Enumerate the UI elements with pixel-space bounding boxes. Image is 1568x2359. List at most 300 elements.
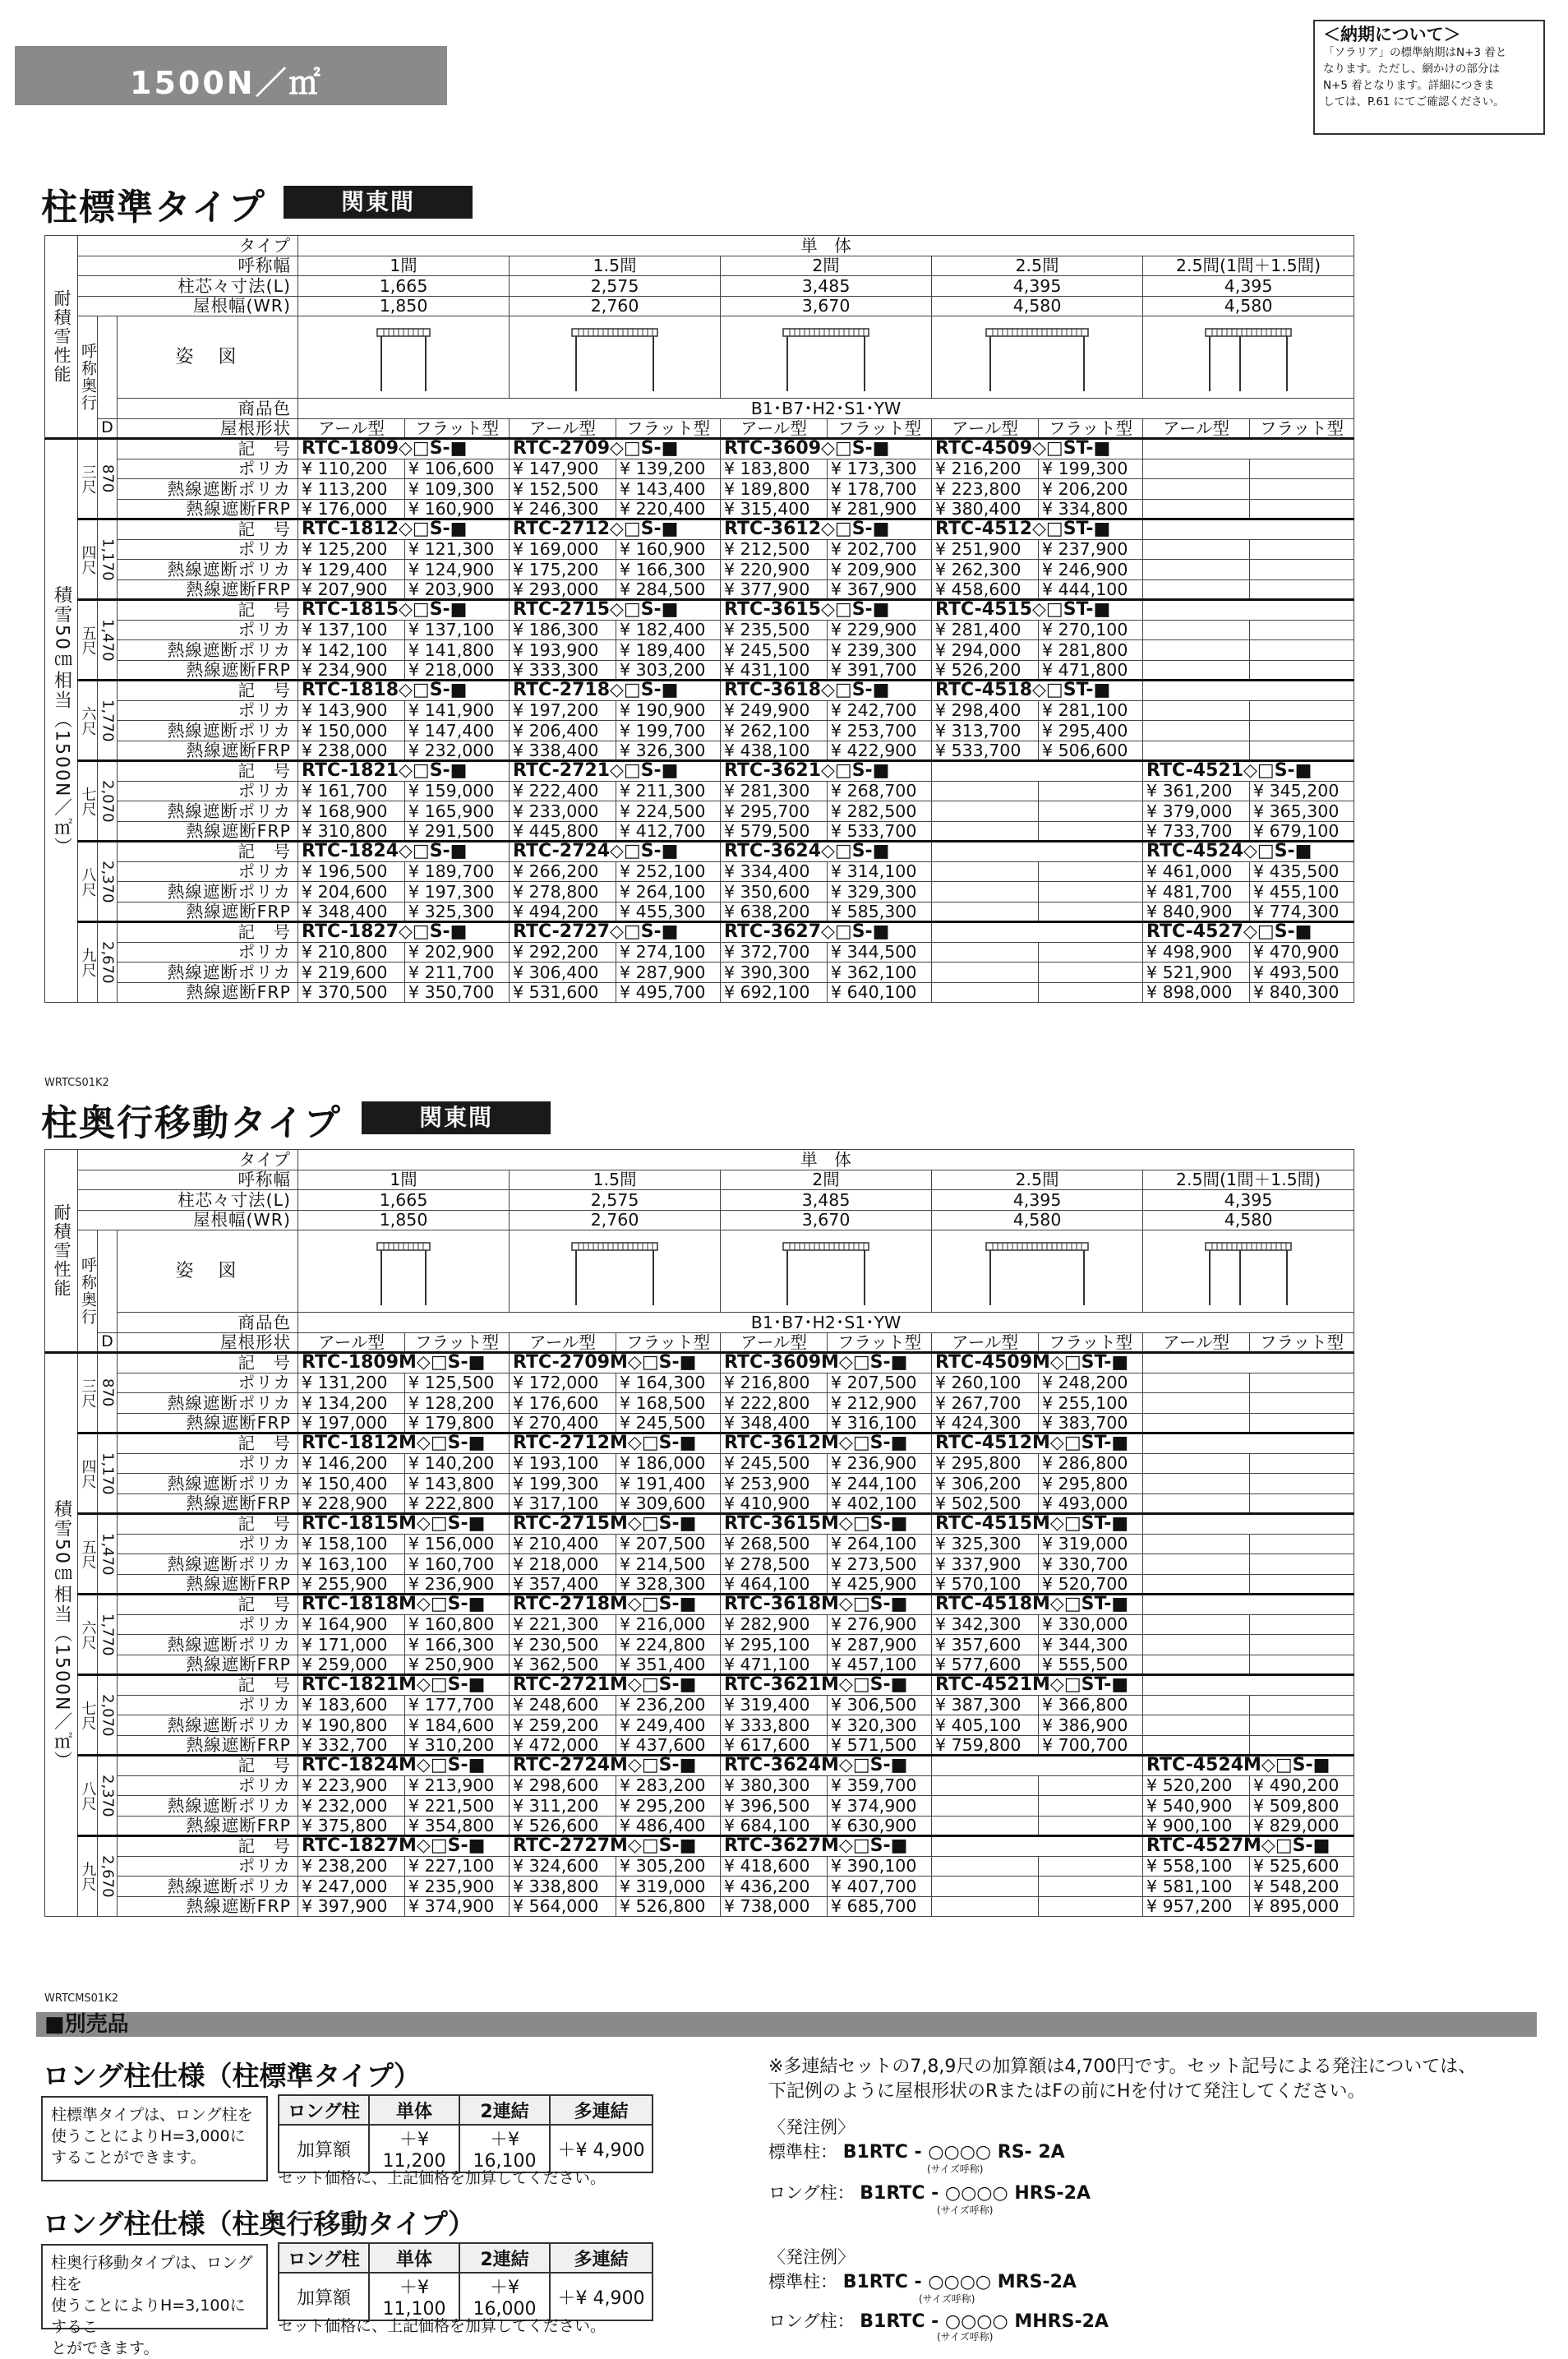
model-code: RTC-3609◇□S-■ bbox=[721, 439, 932, 459]
price-cell bbox=[1250, 539, 1354, 560]
price-cell: ¥ 319,000 bbox=[616, 1877, 721, 1897]
price-cell: ¥ 106,600 bbox=[405, 459, 510, 479]
price-cell: ¥ 470,900 bbox=[1250, 942, 1354, 963]
price-cell bbox=[1039, 982, 1143, 1003]
price-cell: ¥ 228,900 bbox=[298, 1493, 405, 1514]
price-cell: ¥ 156,000 bbox=[405, 1534, 510, 1554]
price-cell bbox=[1250, 1534, 1354, 1554]
model-code: RTC-3618◇□S-■ bbox=[721, 681, 932, 701]
price-cell: ¥ 169,000 bbox=[510, 539, 616, 560]
price-cell bbox=[932, 963, 1039, 983]
section-tag: 関東間 bbox=[284, 186, 473, 219]
price-cell: ¥ 189,700 bbox=[405, 861, 510, 882]
price-cell: ¥ 520,200 bbox=[1143, 1775, 1250, 1796]
size-label: (サイズ呼称) bbox=[937, 2331, 994, 2343]
notice-line: 「ソラリア」の標準納期はN+3 着と bbox=[1323, 46, 1507, 59]
price-cell bbox=[932, 1856, 1039, 1877]
price-cell: ¥ 438,100 bbox=[721, 741, 828, 761]
pitch-value: 2,575 bbox=[510, 1190, 721, 1211]
price-cell: ¥ 190,800 bbox=[298, 1715, 405, 1736]
price-cell: ¥ 509,800 bbox=[1250, 1796, 1354, 1817]
model-code: RTC-3618M◇□S-■ bbox=[721, 1595, 932, 1615]
model-code: RTC-3624M◇□S-■ bbox=[721, 1756, 932, 1776]
price-cell bbox=[1039, 902, 1143, 922]
long-pole-price-table-2: ロング柱 単体 2連結 多連結 加算額 ＋¥ 11,100 ＋¥ 16,000 ＋¥ 4,900 bbox=[278, 2242, 653, 2321]
price-cell: ¥ 334,400 bbox=[721, 861, 828, 882]
price-cell: ¥ 310,800 bbox=[298, 821, 405, 842]
price-cell bbox=[932, 1775, 1039, 1796]
price-cell bbox=[1143, 1614, 1250, 1635]
material-label: 熱線遮断FRP bbox=[118, 982, 298, 1003]
price-cell: ¥ 166,300 bbox=[616, 560, 721, 580]
price-cell: ¥ 172,000 bbox=[510, 1373, 616, 1393]
price-cell: ¥ 284,500 bbox=[616, 579, 721, 600]
price-cell bbox=[1143, 579, 1250, 600]
price-cell: ¥ 291,500 bbox=[405, 821, 510, 842]
label-single: 単 体 bbox=[298, 236, 1354, 256]
price-cell: ¥ 405,100 bbox=[932, 1715, 1039, 1736]
material-label: ポリカ bbox=[118, 861, 298, 882]
shape-ar: アール型 bbox=[510, 1332, 616, 1353]
price-cell: ¥ 733,700 bbox=[1143, 821, 1250, 842]
price-cell bbox=[1143, 640, 1250, 661]
price-cell: ¥ 521,900 bbox=[1143, 963, 1250, 983]
rank-depth: 1,470 bbox=[98, 1514, 118, 1595]
price-cell: ¥ 380,400 bbox=[932, 499, 1039, 519]
price-cell: ¥ 840,300 bbox=[1250, 982, 1354, 1003]
price-cell bbox=[1039, 1775, 1143, 1796]
shape-flat: フラット型 bbox=[828, 418, 932, 439]
model-code bbox=[932, 1756, 1143, 1776]
rank-depth: 2,370 bbox=[98, 842, 118, 922]
price-cell: ¥ 232,000 bbox=[298, 1796, 405, 1817]
price-cell: ¥ 493,500 bbox=[1250, 963, 1354, 983]
price-cell: ¥ 692,100 bbox=[721, 982, 828, 1003]
price-cell: ¥ 161,700 bbox=[298, 781, 405, 801]
model-code: RTC-1812◇□S-■ bbox=[298, 519, 510, 540]
width-name: 2.5間 bbox=[932, 256, 1143, 276]
price-cell: ¥ 366,800 bbox=[1039, 1695, 1143, 1715]
price-cell: ¥ 227,100 bbox=[405, 1856, 510, 1877]
model-code: RTC-4527◇□S-■ bbox=[1143, 922, 1354, 943]
price-cell: ¥ 435,500 bbox=[1250, 861, 1354, 882]
price-cell: ¥ 222,800 bbox=[721, 1393, 828, 1414]
pitch-value: 3,485 bbox=[721, 1190, 932, 1211]
price-cell: ¥ 338,400 bbox=[510, 741, 616, 761]
price-cell: ¥ 196,500 bbox=[298, 861, 405, 882]
price-cell: ¥ 526,600 bbox=[510, 1816, 616, 1836]
rank-depth: 2,670 bbox=[98, 1836, 118, 1917]
pitch-value: 2,575 bbox=[510, 276, 721, 297]
price-cell: ¥ 131,200 bbox=[298, 1373, 405, 1393]
price-cell bbox=[1250, 479, 1354, 500]
order-example-long: ロング柱： B1RTC - ○○○○ MHRS-2A bbox=[768, 2311, 1109, 2332]
price-cell: ¥ 412,700 bbox=[616, 821, 721, 842]
price-cell: ¥ 345,200 bbox=[1250, 781, 1354, 801]
price-cell: ¥ 348,400 bbox=[721, 1413, 828, 1433]
price-cell bbox=[1250, 640, 1354, 661]
price-cell: ¥ 471,100 bbox=[721, 1655, 828, 1675]
rank-shaku: 七尺 bbox=[78, 1675, 98, 1756]
price-cell: ¥ 330,000 bbox=[1039, 1614, 1143, 1635]
price-cell: ¥ 397,900 bbox=[298, 1896, 405, 1917]
price-cell bbox=[1039, 821, 1143, 842]
price-cell: ¥ 344,300 bbox=[1039, 1635, 1143, 1655]
price-cell bbox=[932, 801, 1039, 822]
price-cell: ¥ 252,100 bbox=[616, 861, 721, 882]
price-cell: ¥ 273,500 bbox=[828, 1554, 932, 1575]
model-code: RTC-4515M◇□ST-■ bbox=[932, 1514, 1143, 1535]
price-cell bbox=[1250, 1413, 1354, 1433]
price-cell bbox=[1250, 1474, 1354, 1494]
price-cell: ¥ 236,900 bbox=[405, 1574, 510, 1595]
label-figure: 姿 図 bbox=[118, 316, 298, 399]
price-cell: ¥ 239,300 bbox=[828, 640, 932, 661]
price-cell: ¥ 147,900 bbox=[510, 459, 616, 479]
rank-depth: 1,170 bbox=[98, 519, 118, 600]
width-name: 2間 bbox=[721, 1170, 932, 1190]
price-cell: ¥ 266,200 bbox=[510, 861, 616, 882]
price-cell: ¥ 309,600 bbox=[616, 1493, 721, 1514]
price-cell: ¥ 315,400 bbox=[721, 499, 828, 519]
order-example-std: 標準柱： B1RTC - ○○○○ RS- 2A bbox=[768, 2142, 1065, 2163]
price-cell: ¥ 173,300 bbox=[828, 459, 932, 479]
price-cell bbox=[932, 942, 1039, 963]
long-pole-note-2: セット価格に、上記価格を加算してください。 bbox=[278, 2317, 606, 2335]
model-code: RTC-1818M◇□S-■ bbox=[298, 1595, 510, 1615]
material-label: ポリカ bbox=[118, 1856, 298, 1877]
price-cell: ¥ 245,500 bbox=[616, 1413, 721, 1433]
options-heading: ■別売品 bbox=[36, 2012, 1537, 2037]
model-code: RTC-1827M◇□S-■ bbox=[298, 1836, 510, 1857]
label-taiseki: 耐積雪性能 bbox=[45, 236, 78, 439]
price-cell bbox=[932, 861, 1039, 882]
model-code: RTC-3627◇□S-■ bbox=[721, 922, 932, 943]
price-cell: ¥ 326,300 bbox=[616, 741, 721, 761]
price-cell: ¥ 202,900 bbox=[405, 942, 510, 963]
price-cell: ¥ 338,800 bbox=[510, 1877, 616, 1897]
price-cell: ¥ 391,700 bbox=[828, 660, 932, 681]
model-code: RTC-2712◇□S-■ bbox=[510, 519, 721, 540]
price-cell: ¥ 216,000 bbox=[616, 1614, 721, 1635]
material-label: 熱線遮断ポリカ bbox=[118, 801, 298, 822]
price-cell: ¥ 230,500 bbox=[510, 1635, 616, 1655]
price-cell: ¥ 295,100 bbox=[721, 1635, 828, 1655]
model-code bbox=[1143, 1514, 1354, 1535]
price-cell: ¥ 367,900 bbox=[828, 579, 932, 600]
price-cell bbox=[1250, 579, 1354, 600]
price-cell: ¥ 197,200 bbox=[510, 700, 616, 721]
price-cell bbox=[1143, 700, 1250, 721]
price-cell: ¥ 359,700 bbox=[828, 1775, 932, 1796]
price-cell: ¥ 295,200 bbox=[616, 1796, 721, 1817]
price-cell: ¥ 287,900 bbox=[828, 1635, 932, 1655]
price-cell: ¥ 166,300 bbox=[405, 1635, 510, 1655]
price-cell bbox=[1143, 1474, 1250, 1494]
pitch-value: 4,395 bbox=[1143, 1190, 1354, 1211]
price-cell: ¥ 531,600 bbox=[510, 982, 616, 1003]
price-cell: ¥ 502,500 bbox=[932, 1493, 1039, 1514]
price-cell: ¥ 207,500 bbox=[616, 1534, 721, 1554]
price-cell: ¥ 738,000 bbox=[721, 1896, 828, 1917]
price-cell: ¥ 212,900 bbox=[828, 1393, 932, 1414]
model-code: RTC-1821◇□S-■ bbox=[298, 761, 510, 782]
model-code: RTC-3609M◇□S-■ bbox=[721, 1353, 932, 1373]
price-cell bbox=[1250, 1453, 1354, 1474]
price-cell: ¥ 458,600 bbox=[932, 579, 1039, 600]
price-cell: ¥ 207,900 bbox=[298, 579, 405, 600]
price-cell: ¥ 246,900 bbox=[1039, 560, 1143, 580]
price-cell bbox=[932, 1896, 1039, 1917]
price-cell: ¥ 328,300 bbox=[616, 1574, 721, 1595]
material-label: 熱線遮断ポリカ bbox=[118, 479, 298, 500]
price-cell: ¥ 295,800 bbox=[932, 1453, 1039, 1474]
price-cell: ¥ 320,300 bbox=[828, 1715, 932, 1736]
price-cell: ¥ 455,300 bbox=[616, 902, 721, 922]
shape-flat: フラット型 bbox=[1039, 1332, 1143, 1353]
price-cell: ¥ 630,900 bbox=[828, 1816, 932, 1836]
model-code bbox=[1143, 1675, 1354, 1696]
table-code: WRTCS01K2 bbox=[44, 1077, 109, 1089]
pitch-value: 1,665 bbox=[298, 1190, 510, 1211]
price-cell: ¥ 160,700 bbox=[405, 1554, 510, 1575]
price-cell bbox=[1143, 1695, 1250, 1715]
price-cell: ¥ 334,800 bbox=[1039, 499, 1143, 519]
price-cell: ¥ 332,700 bbox=[298, 1735, 405, 1756]
price-cell: ¥ 110,200 bbox=[298, 459, 405, 479]
price-cell: ¥ 197,300 bbox=[405, 882, 510, 903]
price-cell: ¥ 249,400 bbox=[616, 1715, 721, 1736]
price-cell bbox=[1143, 1534, 1250, 1554]
price-cell: ¥ 311,200 bbox=[510, 1796, 616, 1817]
pitch-value: 1,665 bbox=[298, 276, 510, 297]
price-cell: ¥ 281,900 bbox=[828, 499, 932, 519]
price-cell: ¥ 571,500 bbox=[828, 1735, 932, 1756]
material-label: 熱線遮断FRP bbox=[118, 1413, 298, 1433]
rank-depth: 2,070 bbox=[98, 761, 118, 842]
price-cell bbox=[932, 821, 1039, 842]
model-code: RTC-1827◇□S-■ bbox=[298, 922, 510, 943]
pitch-value: 4,395 bbox=[932, 276, 1143, 297]
price-cell: ¥ 199,300 bbox=[1039, 459, 1143, 479]
model-code: RTC-1824M◇□S-■ bbox=[298, 1756, 510, 1776]
price-cell: ¥ 354,800 bbox=[405, 1816, 510, 1836]
price-cell: ¥ 193,900 bbox=[510, 640, 616, 661]
price-cell: ¥ 213,900 bbox=[405, 1775, 510, 1796]
price-cell: ¥ 143,400 bbox=[616, 479, 721, 500]
price-cell: ¥ 957,200 bbox=[1143, 1896, 1250, 1917]
price-cell: ¥ 186,000 bbox=[616, 1453, 721, 1474]
price-cell: ¥ 182,400 bbox=[616, 620, 721, 640]
price-cell: ¥ 424,300 bbox=[932, 1413, 1039, 1433]
price-cell: ¥ 203,900 bbox=[405, 579, 510, 600]
price-cell: ¥ 498,900 bbox=[1143, 942, 1250, 963]
material-label: ポリカ bbox=[118, 942, 298, 963]
price-cell bbox=[1250, 1614, 1354, 1635]
rank-depth: 1,770 bbox=[98, 681, 118, 761]
roof-width-value: 2,760 bbox=[510, 1210, 721, 1230]
pitch-value: 4,395 bbox=[1143, 276, 1354, 297]
price-cell: ¥ 124,900 bbox=[405, 560, 510, 580]
price-cell: ¥ 431,100 bbox=[721, 660, 828, 681]
price-cell: ¥ 374,900 bbox=[828, 1796, 932, 1817]
price-cell: ¥ 248,600 bbox=[510, 1695, 616, 1715]
structure-figure bbox=[781, 322, 871, 393]
price-cell bbox=[932, 902, 1039, 922]
width-name: 1.5間 bbox=[510, 1170, 721, 1190]
rank-depth: 1,770 bbox=[98, 1595, 118, 1675]
model-code: RTC-2715◇□S-■ bbox=[510, 600, 721, 621]
structure-figure bbox=[781, 1236, 871, 1307]
order-example-long: ロング柱： B1RTC - ○○○○ HRS-2A bbox=[768, 2183, 1091, 2204]
order-example-label: 〈発注例〉 bbox=[768, 2247, 855, 2267]
price-cell: ¥ 222,800 bbox=[405, 1493, 510, 1514]
price-cell: ¥ 494,200 bbox=[510, 902, 616, 922]
price-cell: ¥ 150,400 bbox=[298, 1474, 405, 1494]
rank-shaku: 八尺 bbox=[78, 1756, 98, 1836]
price-cell: ¥ 267,700 bbox=[932, 1393, 1039, 1414]
model-code: RTC-4515◇□ST-■ bbox=[932, 600, 1143, 621]
price-cell bbox=[1250, 741, 1354, 761]
price-cell: ¥ 202,700 bbox=[828, 539, 932, 560]
price-cell: ¥ 262,300 bbox=[932, 560, 1039, 580]
material-label: 熱線遮断ポリカ bbox=[118, 1554, 298, 1575]
price-cell: ¥ 457,100 bbox=[828, 1655, 932, 1675]
model-code: RTC-2724◇□S-■ bbox=[510, 842, 721, 862]
price-cell bbox=[1143, 1715, 1250, 1736]
price-cell: ¥ 134,200 bbox=[298, 1393, 405, 1414]
rank-shaku: 四尺 bbox=[78, 1433, 98, 1514]
price-cell bbox=[1143, 1554, 1250, 1575]
long-pole-desc-2: 柱奥行移動タイプは、ロング柱を 使うことによりH=3,100にするこ とができます。 bbox=[41, 2244, 268, 2329]
rank-depth: 2,370 bbox=[98, 1756, 118, 1836]
model-code bbox=[1143, 1353, 1354, 1373]
price-cell: ¥ 121,300 bbox=[405, 539, 510, 560]
table-code: WRTCMS01K2 bbox=[44, 1992, 119, 2005]
price-cell: ¥ 292,200 bbox=[510, 942, 616, 963]
model-code: RTC-1815M◇□S-■ bbox=[298, 1514, 510, 1535]
price-cell bbox=[1143, 539, 1250, 560]
structure-figure bbox=[570, 322, 660, 393]
row-type: 耐積雪性能 タイプ 単 体 bbox=[45, 236, 1354, 256]
material-label: ポリカ bbox=[118, 459, 298, 479]
material-label: ポリカ bbox=[118, 1695, 298, 1715]
price-cell: ¥ 324,600 bbox=[510, 1856, 616, 1877]
rank-shaku: 四尺 bbox=[78, 519, 98, 600]
price-cell bbox=[1143, 1574, 1250, 1595]
label-snow: 積雪50㎝相当（1500N／㎡） bbox=[45, 439, 78, 1003]
price-cell: ¥ 214,500 bbox=[616, 1554, 721, 1575]
rank-shaku: 三尺 bbox=[78, 439, 98, 519]
model-code: RTC-1821M◇□S-■ bbox=[298, 1675, 510, 1696]
price-cell: ¥ 402,100 bbox=[828, 1493, 932, 1514]
price-cell: ¥ 210,400 bbox=[510, 1534, 616, 1554]
section-title: 柱奥行移動タイプ bbox=[41, 1102, 342, 1144]
price-cell: ¥ 283,200 bbox=[616, 1775, 721, 1796]
price-cell: ¥ 175,200 bbox=[510, 560, 616, 580]
rank-depth: 2,070 bbox=[98, 1675, 118, 1756]
price-cell: ¥ 253,700 bbox=[828, 721, 932, 741]
price-cell bbox=[1143, 721, 1250, 741]
price-cell: ¥ 143,900 bbox=[298, 700, 405, 721]
shape-flat: フラット型 bbox=[1250, 1332, 1354, 1353]
load-banner: 1500N／㎡ bbox=[15, 46, 447, 105]
shape-ar: アール型 bbox=[932, 418, 1039, 439]
model-code: RTC-2721◇□S-■ bbox=[510, 761, 721, 782]
price-cell: ¥ 407,700 bbox=[828, 1877, 932, 1897]
structure-figure bbox=[984, 322, 1091, 393]
price-cell: ¥ 540,900 bbox=[1143, 1796, 1250, 1817]
price-cell: ¥ 298,400 bbox=[932, 700, 1039, 721]
price-cell: ¥ 555,500 bbox=[1039, 1655, 1143, 1675]
price-cell: ¥ 190,900 bbox=[616, 700, 721, 721]
price-cell: ¥ 206,200 bbox=[1039, 479, 1143, 500]
model-code: RTC-2727◇□S-■ bbox=[510, 922, 721, 943]
rank-depth: 870 bbox=[98, 439, 118, 519]
price-cell: ¥ 325,300 bbox=[932, 1534, 1039, 1554]
price-cell: ¥ 276,900 bbox=[828, 1614, 932, 1635]
price-cell: ¥ 306,500 bbox=[828, 1695, 932, 1715]
model-code: RTC-4521M◇□ST-■ bbox=[932, 1675, 1143, 1696]
price-cell: ¥ 223,800 bbox=[932, 479, 1039, 500]
price-cell: ¥ 237,900 bbox=[1039, 539, 1143, 560]
structure-figure bbox=[570, 1236, 660, 1307]
price-cell: ¥ 137,100 bbox=[298, 620, 405, 640]
price-cell: ¥ 895,000 bbox=[1250, 1896, 1354, 1917]
price-cell bbox=[1039, 861, 1143, 882]
price-cell bbox=[1039, 1856, 1143, 1877]
model-code: RTC-4512M◇□ST-■ bbox=[932, 1433, 1143, 1454]
material-label: 熱線遮断FRP bbox=[118, 579, 298, 600]
price-cell: ¥ 344,500 bbox=[828, 942, 932, 963]
price-cell: ¥ 197,000 bbox=[298, 1413, 405, 1433]
material-label: 熱線遮断FRP bbox=[118, 1574, 298, 1595]
price-cell: ¥ 316,100 bbox=[828, 1413, 932, 1433]
shape-ar: アール型 bbox=[721, 418, 828, 439]
model-code bbox=[1143, 439, 1354, 459]
order-example-std: 標準柱： B1RTC - ○○○○ MRS-2A bbox=[768, 2272, 1077, 2292]
price-cell: ¥ 224,800 bbox=[616, 1635, 721, 1655]
price-cell: ¥ 141,800 bbox=[405, 640, 510, 661]
model-code: RTC-4521◇□S-■ bbox=[1143, 761, 1354, 782]
price-cell bbox=[1143, 560, 1250, 580]
material-label: ポリカ bbox=[118, 1534, 298, 1554]
price-cell: ¥ 387,300 bbox=[932, 1695, 1039, 1715]
price-cell: ¥ 238,200 bbox=[298, 1856, 405, 1877]
price-cell bbox=[1250, 700, 1354, 721]
price-cell: ¥ 310,200 bbox=[405, 1735, 510, 1756]
price-cell: ¥ 211,700 bbox=[405, 963, 510, 983]
price-cell: ¥ 160,900 bbox=[405, 499, 510, 519]
price-table-standard: 耐積雪性能 タイプ 単 体 呼称幅 1間 1.5間 2間 2.5間 2.5間(1間＋1.5間) 柱芯々寸法(L) 1,665 2,575 3,485 4,395 4,395 屋根幅(WR) 1,850 2,760 3,670 4,580 4,580 呼称奥行 姿 図 商品色 B1･B7･H2･S1･YW D 屋根形状 アール型 フラット型 アール型 フラット型 アール型 フラット型 アール型 フラット型 アール型 フラット型 積雪50㎝相当（1500N／㎡） 三尺 870 記 号 RTC-1809◇□S-■ RTC-2709◇□S-■ RTC-3609◇□S-■ RTC-4509◇□ST-■ ポリカ ¥ 110,200 ¥ 106,600 ¥ 147,900 ¥ 139,200 ¥ 183,800 ¥ 173,300 ¥ 216,200 ¥ 199,300 熱線遮断ポリカ ¥ 113,200 ¥ 109,300 ¥ 152,500 ¥ 143,400 ¥ 189,800 ¥ 178,700 ¥ 223,800 ¥ 206,200 熱線遮断FRP ¥ 176,000 ¥ 160,900 ¥ 246,300 ¥ 220,400 ¥ 315,400 ¥ 281,900 ¥ 380,400 ¥ 334,800 四尺 1,170 記 号 RTC-1812◇□S-■ RTC-2712◇□S-■ RTC-3612◇□S-■ RTC-4512◇□ST-■ ポリカ ¥ 125,200 ¥ 121,300 ¥ 169,000 ¥ 160,900 ¥ 212,500 ¥ 202,700 ¥ 251,900 ¥ 237,900 熱線遮断ポリカ ¥ 129,400 ¥ 124,900 ¥ 175,200 ¥ 166,300 ¥ 220,900 ¥ 209,900 ¥ 262,300 ¥ 246,900 熱線遮断FRP ¥ 207,900 ¥ 203,900 ¥ 293,000 ¥ 284,500 ¥ 377,900 ¥ 367,900 ¥ 458,600 ¥ 444,100 五尺 1,470 記 号 RTC-1815◇□S-■ RTC-2715◇□S-■ RTC-3615◇□S-■ RTC-4515◇□ST-■ ポリカ ¥ 137,100 ¥ 137,100 ¥ 186,300 ¥ 182,400 ¥ 235,500 ¥ 229,900 ¥ 281,400 ¥ 270,100 熱線遮断ポリカ ¥ 142,100 ¥ 141,800 ¥ 193,900 ¥ 189,400 ¥ 245,500 ¥ 239,300 ¥ 294,000 ¥ 281,800 熱線遮断FRP ¥ 234,900 ¥ 218,000 ¥ 333,300 ¥ 303,200 ¥ 431,100 ¥ 391,700 ¥ 526,200 ¥ 471,800 六尺 1,770 記 号 RTC-1818◇□S-■ RTC-2718◇□S-■ RTC-3618◇□S-■ RTC-4518◇□ST-■ ポリカ ¥ 143,900 ¥ 141,900 ¥ 197,200 ¥ 190,900 ¥ 249,900 ¥ 242,700 ¥ 298,400 ¥ 281,100 熱線遮断ポリカ ¥ 150,000 ¥ 147,400 ¥ 206,400 ¥ 199,700 ¥ 262,100 ¥ 253,700 ¥ 313,700 ¥ 295,400 熱線遮断FRP ¥ 238,000 ¥ 232,000 ¥ 338,400 ¥ 326,300 ¥ 438,100 ¥ 422,900 ¥ 533,700 ¥ 506,600 七尺 2,070 記 号 RTC-1821◇□S-■ RTC-2721◇□S-■ RTC-3621◇□S-■ RTC-4521◇□S-■ ポリカ ¥ 161,700 ¥ 159,000 ¥ 222,400 ¥ 211,300 ¥ 281,300 ¥ 268,700 ¥ 361,200 ¥ 345,200 熱線遮断ポリカ ¥ 168,900 ¥ 165,900 ¥ 233,000 ¥ 224,500 ¥ 295,700 ¥ 282,500 ¥ 379,000 ¥ 365,300 熱線遮断FRP ¥ 310,800 ¥ 291,500 ¥ 445,800 ¥ 412,700 ¥ 579,500 ¥ 533,700 ¥ 733,700 ¥ 679,100 八尺 2,370 記 号 RTC-1824◇□S-■ RTC-2724◇□S-■ RTC-3624◇□S-■ RTC-4524◇□S-■ ポリカ ¥ 196,500 ¥ 189,700 ¥ 266,200 ¥ 252,100 ¥ 334,400 ¥ 314,100 ¥ 461,000 ¥ 435,500 熱線遮断ポリカ ¥ 204,600 ¥ 197,300 ¥ 278,800 ¥ 264,100 ¥ 350,600 ¥ 329,300 ¥ 481,700 ¥ 455,100 熱線遮断FRP ¥ 348,400 ¥ 325,300 ¥ 494,200 ¥ 455,300 ¥ 638,200 ¥ 585,300 ¥ 840,900 ¥ 774,300 九尺 2,670 記 号 RTC-1827◇□S-■ RTC-2727◇□S-■ RTC-3627◇□S-■ RTC-4527◇□S-■ ポリカ ¥ 210,800 ¥ 202,900 ¥ 292,200 ¥ 274,100 ¥ 372,700 ¥ 344,500 ¥ 498,900 ¥ 470,900 熱線遮断ポリカ ¥ 219,600 ¥ 211,700 ¥ 306,400 ¥ 287,900 ¥ 390,300 ¥ 362,100 ¥ 521,900 ¥ 493,500 熱線遮断FRP ¥ 370,500 ¥ 350,700 ¥ 531,600 ¥ 495,700 ¥ 692,100 ¥ 640,100 ¥ 898,000 ¥ 840,300 bbox=[44, 235, 1354, 1003]
shape-ar: アール型 bbox=[298, 1332, 405, 1353]
rank-shaku: 七尺 bbox=[78, 761, 98, 842]
price-cell bbox=[1250, 721, 1354, 741]
label-kosho-oku: 呼称奥行 bbox=[78, 316, 98, 439]
price-cell: ¥ 164,900 bbox=[298, 1614, 405, 1635]
price-cell: ¥ 164,300 bbox=[616, 1373, 721, 1393]
price-cell: ¥ 143,800 bbox=[405, 1474, 510, 1494]
price-cell bbox=[1250, 499, 1354, 519]
material-label: 熱線遮断FRP bbox=[118, 1493, 298, 1514]
label-single: 単 体 bbox=[298, 1150, 1354, 1170]
material-label: 熱線遮断ポリカ bbox=[118, 721, 298, 741]
material-label: 熱線遮断ポリカ bbox=[118, 1474, 298, 1494]
roof-width-value: 4,580 bbox=[1143, 296, 1354, 316]
price-cell: ¥ 109,300 bbox=[405, 479, 510, 500]
price-cell: ¥ 305,200 bbox=[616, 1856, 721, 1877]
rank-shaku: 八尺 bbox=[78, 842, 98, 922]
